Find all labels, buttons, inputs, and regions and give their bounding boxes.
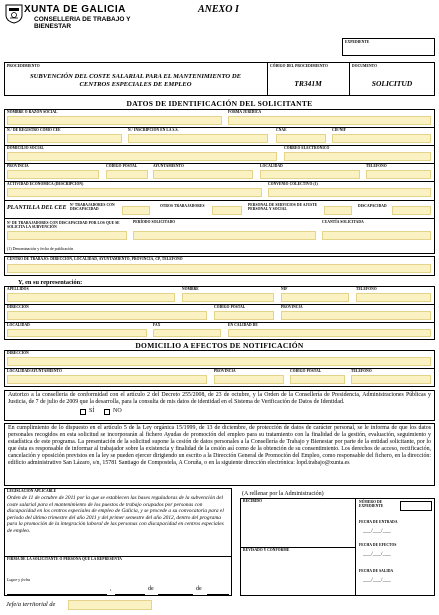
capacity-input[interactable] [228,329,431,337]
cnae-label: CNAE [276,128,287,132]
period-input[interactable] [133,231,316,240]
document-label: DOCUMENTO [352,64,377,68]
applicant-section-title: DATOS DE IDENTIFICACIÓN DEL SOLICITANTE [126,99,313,108]
procedure-title-line-2: CENTROS ESPECIALES DE EMPLEO [79,81,192,88]
activity-label: ACTIVIDAD ECONÓMICA (DESCRIPCIÓN) [7,182,84,186]
subsidy-workers-input[interactable] [7,231,127,240]
notif-postal-label: CÓDIGO POSTAL [290,369,322,373]
received-label: RECIBIDO [243,499,262,503]
period-label: PERÍODO SOLICITADO [133,220,176,224]
procedure-code-label: CÓDIGO DEL PROCEDIMIENTO [270,64,328,68]
nif-input[interactable] [281,293,349,302]
council-input[interactable] [153,170,253,179]
notif-address-input[interactable] [7,357,431,366]
cif-input[interactable] [332,134,431,143]
notif-phone-input[interactable] [351,375,431,384]
phone-label: TELÉFONO [366,164,387,168]
admin-heading: (A rellenar por la Administración) [242,491,324,497]
entry-date-label: FECHA DE ENTRADA [359,520,398,524]
name-input[interactable] [7,116,222,125]
rep-locality-input[interactable] [7,329,147,337]
email-label: CORREO ELECTRÓNICO [284,146,330,150]
effect-date-label: FECHA DE EFECTOS [359,543,397,547]
legislation-text: Orden de 11 de octubre de 2011 por la que se establecen las bases reguladoras de la subvención del coste salarial para el mantenimiento de los puestos de trabajo ocupados por personas con discapacidad en los centros especiales de empleo de Galicia, y se procede a su convocatoria para el período del último trimestre del año 2011 y del primer semestre del año 2012, dentro del programa para la promoción de la integración laboral de las personas con discapacidad en centros especiales de empleo. [7,495,224,534]
signature-label: FIRMA DE LA SOLICITANTE O PERSONA QUE LA REPRESENTA [7,557,122,561]
document-type: SOLICITUD [371,79,413,88]
date-de-1: de [148,586,154,592]
consent-no-label: NO [113,408,122,414]
org-name: XUNTA DE GALICIA [24,4,126,15]
rep-postal-input[interactable] [214,311,274,320]
cnae-input[interactable] [276,134,326,143]
chief-label: Jefe/a territorial de [6,601,56,608]
date-de-2: de [196,586,202,592]
amount-input[interactable] [322,231,431,240]
expediente-number-label: NÚMERO DE EXPEDIENTE [359,500,384,509]
notif-locality-label: LOCALIDAD/AYUNTAMIENTO [7,369,62,373]
notif-address-label: DIRECCIÓN [7,351,29,355]
rep-address-label: DIRECCIÓN [7,305,29,309]
notification-section-title: DOMICILIO A EFECTOS DE NOTIFICACIÓN [135,341,304,350]
activity-input[interactable] [7,188,262,197]
rep-phone-label: TELÉFONO [356,287,377,291]
department-line-2: BIENESTAR [34,23,72,30]
procedure-code: TR341M [294,79,322,88]
postal-label: CÓDIGO POSTAL [106,164,138,168]
ss-input[interactable] [128,134,268,143]
workplace-label: CENTRO DE TRABAJO: DIRECCIÓN, LOCALIDAD, AYUNTAMIENTO, PROVINCIA, CP, TELÉFONO [7,257,183,261]
procedure-label: PROCEDIMIENTO [7,64,40,68]
fax-input[interactable] [153,329,221,337]
agreement-input[interactable] [268,188,431,197]
surnames-input[interactable] [7,293,175,302]
rep-postal-label: CÓDIGO POSTAL [214,305,246,309]
date-separator-1: , [110,586,112,592]
consent-no-checkbox[interactable] [104,409,110,415]
notif-phone-label: TELÉFONO [351,369,372,373]
privacy-text: En cumplimiento de lo dispuesto en el artículo 5 de la Ley orgánica 15/1999, de 13 de diciembre, de protección de datos de carácter personal, se le informa de que los datos personales recogidos en esta solicitud se incorporarán al fichero Ayudas de promoción del empleo para su tratamiento con la finalidad de la gestión, evaluación, seguimiento y estadística de este programa. La presentación de la solicitud supone la cesión de datos personales a la Consellería de Trabajo y Bienestar por parte de la entidad solicitante, por lo que ésta es responsable de informar al trabajador sobre la existencia y finalidad de la cesión así como de la obtención de su consentimiento. Los derechos de acceso, rectificación, cancelación y oposición previstos en la ley se pueden ejercer dirigiendo un escrito a la Dirección General de Promoción del Empleo, como responsable del fichero, en la dirección: edificio administrativo San Lázaro, s/n, 15781 Santiago de Compostela, A Coruña, o en la siguiente dirección electrónica: lopd.trabajo@xunta.es [8,425,431,467]
expediente-number-field[interactable] [400,501,432,511]
exit-date-field[interactable]: ___/___/___ [363,577,391,583]
department-line-1: CONSELLERIA DE TRABAJO Y [34,16,131,23]
locality-label: LOCALIDAD [260,164,283,168]
representative-heading: Y, en su representación: [18,279,83,286]
consent-yes-label: SÍ [89,408,95,414]
effect-date-field[interactable]: ___/___/___ [363,551,391,557]
capacity-label: EN CALIDAD DE [228,323,258,327]
rep-province-label: PROVINCIA [281,305,303,309]
email-input[interactable] [284,152,431,161]
notif-province-input[interactable] [214,375,284,384]
phone-input[interactable] [366,170,431,179]
register-input[interactable] [7,134,122,143]
rep-name-input[interactable] [182,293,274,302]
legal-form-input[interactable] [228,116,431,125]
place-date-label: Lugar y fecha [7,577,31,582]
disabled-label: DISCAPACIDAD [358,204,387,208]
notif-province-label: PROVINCIA [214,369,236,373]
expediente-label: EXPEDIENTE [345,40,370,44]
rep-address-input[interactable] [7,311,207,320]
notif-locality-input[interactable] [7,375,207,384]
name-label: NOMBRE O RAZÓN SOCIAL [7,110,58,114]
support-staff-label: PERSONAL DE SERVICIOS DE AJUSTE PERSONAL Y SOCIAL [248,203,318,212]
exit-date-label: FECHA DE SALIDA [359,569,394,573]
province-input[interactable] [7,170,99,179]
consent-yes-checkbox[interactable] [80,409,86,415]
reviewed-label: REVISADO Y CONFORME [243,548,290,552]
procedure-title-line-1: SUBVENCIÓN DEL COSTE SALARIAL PARA EL MANTENIMIENTO DE [30,73,241,80]
rep-phone-input[interactable] [356,293,431,302]
fax-label: FAX [153,323,161,327]
entry-date-field[interactable]: ___/___/___ [363,528,391,534]
support-staff-input[interactable] [324,206,352,215]
ss-label: N.º INSCRIPCIÓN EN LA S.S. [128,128,179,132]
agreement-note: (1) Denominación y fecha de publicación [7,246,74,251]
subsidy-workers-label: Nº DE TRABAJADORES CON DISCAPACIDAD POR LOS QUE SE SOLICITA LA SUBVENCIÓN [7,221,120,230]
address-label: DOMICILIO SOCIAL [7,146,45,150]
address-input[interactable] [7,152,277,161]
staff-title: PLANTILLA DEL CEE [7,205,67,211]
rep-locality-label: LOCALIDAD [7,323,30,327]
shield-icon [4,4,24,24]
amount-label: CUANTÍA SOLICITADA [322,220,364,224]
disabled-workers-label: Nº TRABAJADORES CON DISCAPACIDAD [70,203,115,212]
rep-province-input[interactable] [281,311,431,320]
workplace-input[interactable] [7,264,431,273]
agreement-label: CONVENIO COLECTIVO (1) [268,182,318,186]
surnames-label: APELLIDOS [7,287,29,291]
legislation-label: LEGISLACIÓN APLICABLE [7,489,57,493]
nif-label: NIF [281,287,288,291]
chief-input[interactable] [68,600,152,610]
rep-name-label: NOMBRE [182,287,199,291]
postal-input[interactable] [106,170,148,179]
province-label: PROVINCIA [7,164,29,168]
consent-text: Autorizo a la conselleria de conformidad con el artículo 2 del Decreto 255/2008, de 23 de octubre, y la Orden de la Consellería de Presidencia, Administraciones Públicas y Justicia, de 7 de julio de 2009 que la desarrolla, para la consulta de mis datos de identidad en el Sistema de Verificación de Datos de Identidad. [8,392,431,406]
other-workers-label: OTROS TRABAJADORES [160,204,205,208]
xunta-logo [4,4,24,24]
locality-input[interactable] [260,170,360,179]
disabled-input[interactable] [392,206,431,215]
council-label: AYUNTAMIENTO [153,164,184,168]
annex-title: ANEXO I [198,4,239,15]
notif-postal-input[interactable] [290,375,345,384]
cif-label: CIF/NIF [332,128,347,132]
legal-form-label: FORMA JURÍDICA [228,110,262,114]
disabled-workers-input[interactable] [122,206,150,215]
other-workers-input[interactable] [212,206,242,215]
register-label: N.º DE REGISTRO COMO CEE [7,128,61,132]
